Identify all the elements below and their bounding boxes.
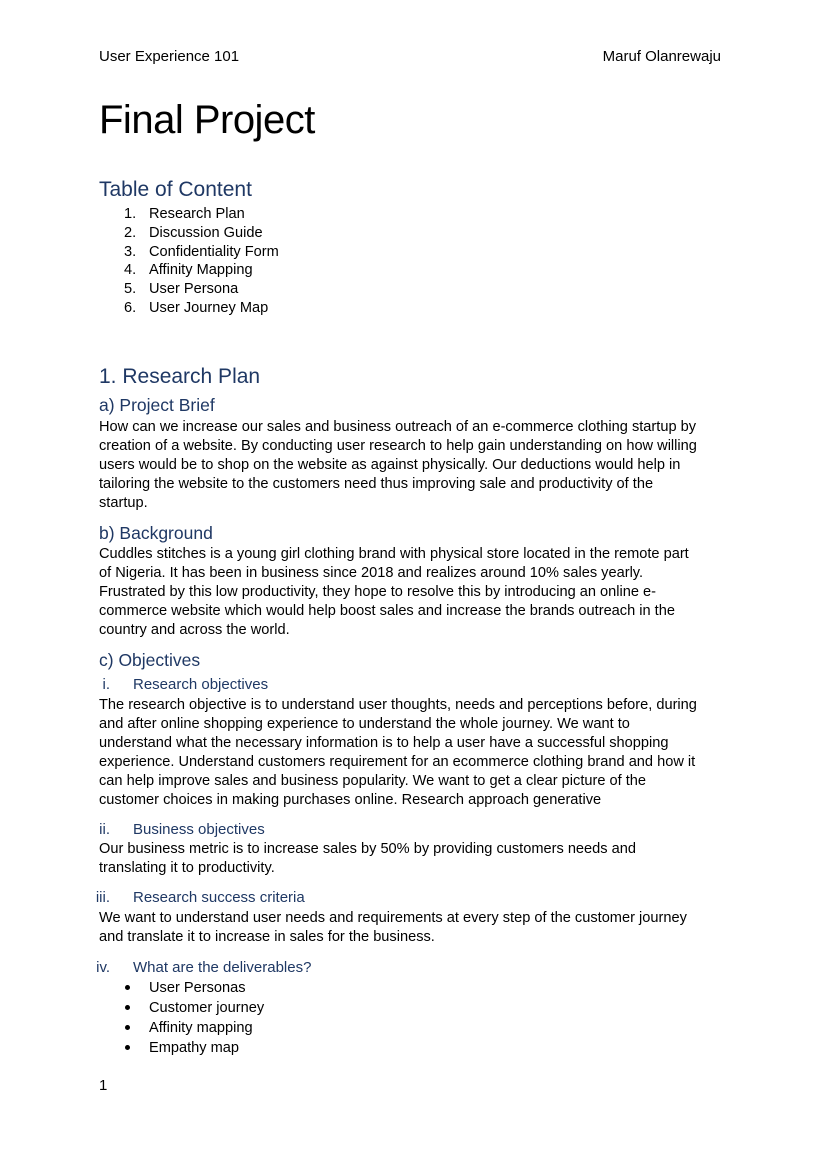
deliverable-item: Affinity mapping [99,1018,264,1038]
deliverable-item: Empathy map [99,1038,264,1058]
toc-list [99,205,279,318]
research-objectives-heading: Research objectives [133,676,269,693]
deliverable-item: Customer journey [99,998,264,1018]
toc-heading: Table of Content [99,178,252,201]
page-number: 1 [99,1077,108,1094]
toc-item: 3. Confidentiality Form [124,243,279,260]
project-brief-paragraph: How can we increase our sales and business outreach of an e-commerce clothing startup by creation of a website. By conducting user research to help gain understanding on how willing users would be to shop on the website as against physically. Our deductions would help in tailoring the website to the customers need thus improving sale and productivity of the startup. [99,419,697,511]
research-objectives-number: i. [102,676,110,693]
business-objectives-heading: Business objectives [133,821,265,838]
deliverables-number: iv. [96,959,110,976]
success-criteria-paragraph: We want to understand user needs and requirements at every step of the customer journey and translate it to increase in sales for the business. [99,910,687,945]
business-objectives-paragraph: Our business metric is to increase sales by 50% by providing customers needs and translating it to productivity. [99,841,636,876]
bullet-icon [125,1005,130,1010]
header-author-name: Maruf Olanrewaju [602,48,721,65]
background-heading: b) Background [99,523,213,543]
toc-item: 1. Research Plan [124,206,245,222]
toc-item: 5. User Persona [124,281,239,298]
deliverable-item: User Personas [99,978,264,998]
background-paragraph: Cuddles stitches is a young girl clothing brand with physical store located in the remote part of Nigeria. It has been in business since 2018 and realizes around 10% sales yearly. Frustrated by this low productivity, they hope to resolve this by introducing an online e- commerce website which would help boost sales and increase the brands outreach in the country and across the world. [99,546,689,638]
project-brief-heading: a) Project Brief [99,395,215,415]
toc-item: 6. User Journey Map [124,299,269,316]
document-title: Final Project [99,98,315,142]
business-objectives-number: ii. [99,821,110,838]
toc-item: 2. Discussion Guide [124,224,263,241]
bullet-icon [125,1025,130,1030]
objectives-heading: c) Objectives [99,650,201,670]
success-criteria-heading: Research success criteria [133,889,305,906]
bullet-icon [125,1045,130,1050]
toc-item: 4. Affinity Mapping [124,262,253,279]
deliverables-heading: What are the deliverables? [133,959,312,976]
header-course-name: User Experience 101 [99,48,240,65]
research-plan-heading: 1. Research Plan [99,365,261,388]
research-objectives-paragraph: The research objective is to understand user thoughts, needs and perceptions before, during and after online shopping experience to understand the whole journey. We want to understand what the necessary information is to help a user have a successful shopping experience. Understand customers requirement for an ecommerce clothing brand and how it can help improve sales and business popularity. We want to get a clear picture of the customer choices in making purchases online. Research approach generative [99,697,697,808]
deliverables-list [99,978,264,1058]
success-criteria-number: iii. [95,889,110,906]
bullet-icon [125,985,130,990]
